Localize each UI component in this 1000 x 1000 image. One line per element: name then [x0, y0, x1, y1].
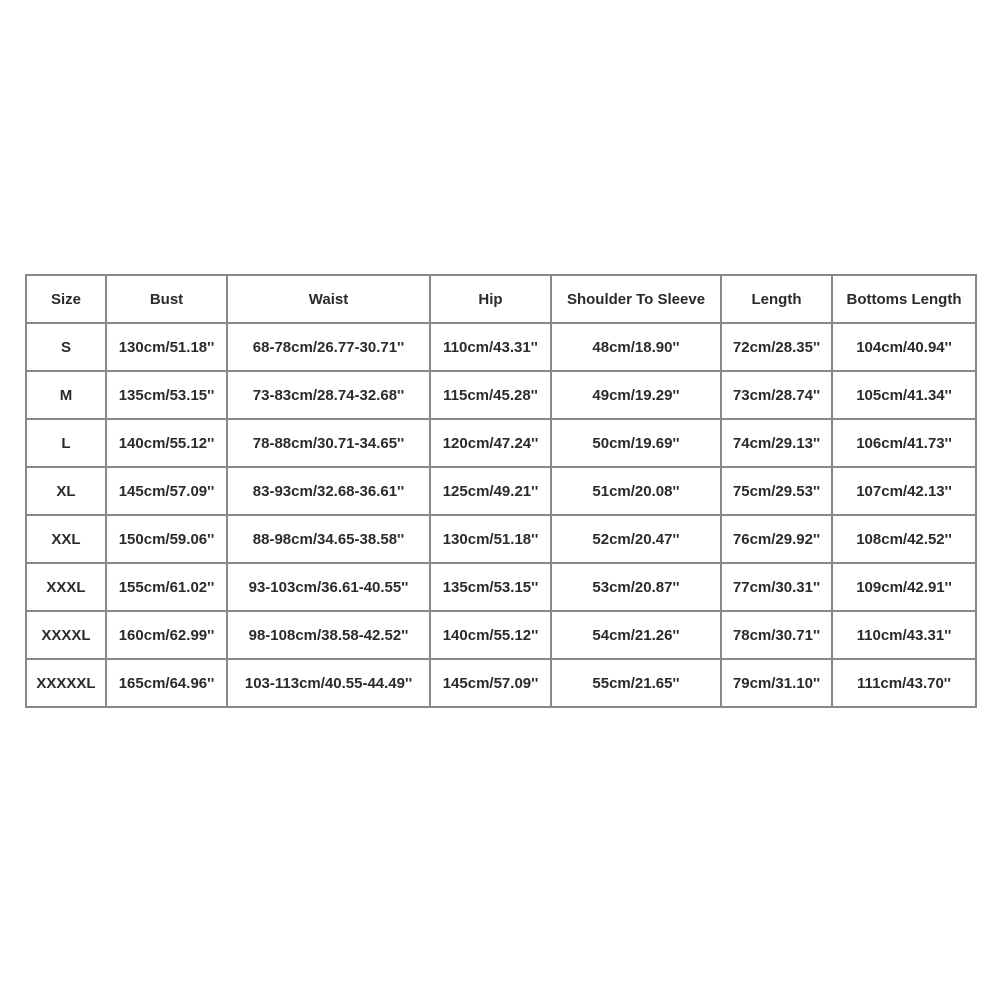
header-hip: Hip — [430, 275, 551, 323]
cell-waist: 103-113cm/40.55-44.49'' — [227, 659, 430, 707]
cell-shoulder-to-sleeve: 52cm/20.47'' — [551, 515, 721, 563]
cell-hip: 125cm/49.21'' — [430, 467, 551, 515]
cell-bust: 155cm/61.02'' — [106, 563, 227, 611]
cell-size: S — [26, 323, 106, 371]
cell-hip: 130cm/51.18'' — [430, 515, 551, 563]
cell-bottoms-length: 111cm/43.70'' — [832, 659, 976, 707]
cell-bottoms-length: 106cm/41.73'' — [832, 419, 976, 467]
header-bust: Bust — [106, 275, 227, 323]
cell-waist: 68-78cm/26.77-30.71'' — [227, 323, 430, 371]
size-chart-table — [25, 274, 977, 708]
cell-shoulder-to-sleeve: 48cm/18.90'' — [551, 323, 721, 371]
cell-length: 75cm/29.53'' — [721, 467, 832, 515]
cell-hip: 135cm/53.15'' — [430, 563, 551, 611]
cell-waist: 98-108cm/38.58-42.52'' — [227, 611, 430, 659]
table-row — [26, 371, 976, 419]
cell-shoulder-to-sleeve: 49cm/19.29'' — [551, 371, 721, 419]
cell-size: M — [26, 371, 106, 419]
table-row — [26, 323, 976, 371]
cell-bust: 165cm/64.96'' — [106, 659, 227, 707]
cell-hip: 140cm/55.12'' — [430, 611, 551, 659]
cell-hip: 115cm/45.28'' — [430, 371, 551, 419]
cell-length: 73cm/28.74'' — [721, 371, 832, 419]
cell-size: L — [26, 419, 106, 467]
cell-waist: 88-98cm/34.65-38.58'' — [227, 515, 430, 563]
cell-bottoms-length: 104cm/40.94'' — [832, 323, 976, 371]
cell-waist: 78-88cm/30.71-34.65'' — [227, 419, 430, 467]
cell-length: 76cm/29.92'' — [721, 515, 832, 563]
cell-shoulder-to-sleeve: 53cm/20.87'' — [551, 563, 721, 611]
cell-size: XXXL — [26, 563, 106, 611]
cell-bust: 135cm/53.15'' — [106, 371, 227, 419]
cell-length: 77cm/30.31'' — [721, 563, 832, 611]
cell-waist: 83-93cm/32.68-36.61'' — [227, 467, 430, 515]
cell-bottoms-length: 110cm/43.31'' — [832, 611, 976, 659]
table-row — [26, 563, 976, 611]
cell-length: 74cm/29.13'' — [721, 419, 832, 467]
header-length: Length — [721, 275, 832, 323]
cell-hip: 145cm/57.09'' — [430, 659, 551, 707]
cell-bust: 130cm/51.18'' — [106, 323, 227, 371]
table-row — [26, 467, 976, 515]
header-waist: Waist — [227, 275, 430, 323]
cell-bottoms-length: 107cm/42.13'' — [832, 467, 976, 515]
cell-bust: 160cm/62.99'' — [106, 611, 227, 659]
cell-size: XXL — [26, 515, 106, 563]
cell-shoulder-to-sleeve: 54cm/21.26'' — [551, 611, 721, 659]
cell-size: XXXXXL — [26, 659, 106, 707]
cell-size: XL — [26, 467, 106, 515]
cell-length: 79cm/31.10'' — [721, 659, 832, 707]
table-row — [26, 659, 976, 707]
cell-bottoms-length: 109cm/42.91'' — [832, 563, 976, 611]
cell-bust: 140cm/55.12'' — [106, 419, 227, 467]
header-row — [26, 275, 976, 323]
table-row — [26, 515, 976, 563]
cell-size: XXXXL — [26, 611, 106, 659]
cell-waist: 73-83cm/28.74-32.68'' — [227, 371, 430, 419]
cell-length: 72cm/28.35'' — [721, 323, 832, 371]
cell-shoulder-to-sleeve: 50cm/19.69'' — [551, 419, 721, 467]
header-bottoms-length: Bottoms Length — [832, 275, 976, 323]
cell-hip: 110cm/43.31'' — [430, 323, 551, 371]
cell-length: 78cm/30.71'' — [721, 611, 832, 659]
header-size: Size — [26, 275, 106, 323]
cell-bottoms-length: 105cm/41.34'' — [832, 371, 976, 419]
header-shoulder-to-sleeve: Shoulder To Sleeve — [551, 275, 721, 323]
table-row — [26, 419, 976, 467]
cell-shoulder-to-sleeve: 55cm/21.65'' — [551, 659, 721, 707]
cell-bust: 150cm/59.06'' — [106, 515, 227, 563]
cell-shoulder-to-sleeve: 51cm/20.08'' — [551, 467, 721, 515]
cell-waist: 93-103cm/36.61-40.55'' — [227, 563, 430, 611]
cell-bust: 145cm/57.09'' — [106, 467, 227, 515]
cell-hip: 120cm/47.24'' — [430, 419, 551, 467]
table-row — [26, 611, 976, 659]
cell-bottoms-length: 108cm/42.52'' — [832, 515, 976, 563]
